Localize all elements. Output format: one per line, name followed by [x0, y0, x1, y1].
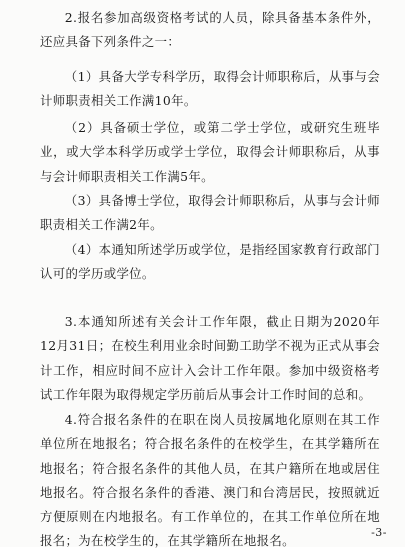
paragraph-registration-location: 4.符合报名条件的在职在岗人员按属地化原则在其工作单位所在地报名；符合报名条件的在校学生，在其学籍所在地报名；符合报名条件的其他人员，在其户籍所在地或居住地报名。符合报名条件的香港、澳门和台湾居民，按照就近方便原则在内地报名。有工作单位的，在其工作单位所在地报名；为在校学生的，在其学籍所在地报名。: [40, 412, 380, 549]
paragraph-condition-1: （1）具备大学专科学历，取得会计师职称后，从事与会计师职责相关工作满10年。: [40, 69, 380, 109]
page-number: -3-: [371, 526, 387, 539]
paragraph-senior-exam-conditions: 2.报名参加高级资格考试的人员，除具备基本条件外，还应具备下列条件之一：: [40, 10, 380, 50]
paragraph-condition-2: （2）具备硕士学位，或第二学士学位，或研究生班毕业，或大学本科学历或学士学位，取得会计师职称后，从事与会计师职责相关工作满5年。: [40, 120, 380, 184]
paragraph-condition-4: （4）本通知所述学历或学位，是指经国家教育行政部门认可的学历或学位。: [40, 242, 380, 282]
paragraph-condition-3: （3）具备博士学位，取得会计师职称后，从事与会计师职责相关工作满2年。: [40, 193, 380, 233]
paragraph-work-years: 3.本通知所述有关会计工作年限，截止日期为2020年12月31日；在校生利用业余时间勤工助学不视为正式从事会计工作，相应时间不应计入会计工作年限。参加中级资格考试工作年限为取得规定学历前后从事会计工作时间的总和。: [40, 314, 380, 402]
